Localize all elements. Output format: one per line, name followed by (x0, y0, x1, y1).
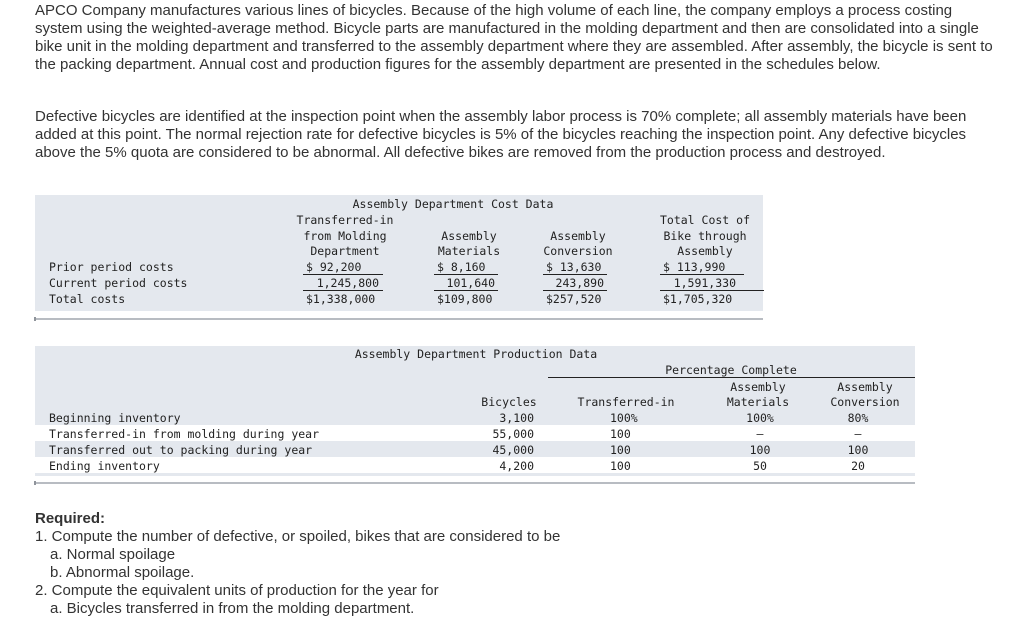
underline (660, 290, 764, 291)
header-assembly-conversion-line-2: Conversion (830, 395, 900, 409)
table-bottom-shadow (35, 482, 915, 484)
header-materials-line-2: Materials (437, 244, 501, 258)
header-assembly-materials-line-1: Assembly (730, 380, 786, 394)
row-label: Transferred out to packing during year (49, 443, 313, 457)
cell-transferred-in: 100 (610, 427, 631, 441)
cell-assembly-materials: 50 (753, 459, 767, 473)
cell-transferred-in: 100 (610, 443, 631, 457)
underline (434, 290, 498, 291)
row-label: Transferred-in from molding during year (49, 427, 320, 441)
question-1b: b. Abnormal spoilage. (50, 564, 195, 581)
question-1a: a. Normal spoilage (50, 546, 176, 563)
cell-materials: $109,800 (437, 292, 493, 306)
intro-paragraph-2: Defective bicycles are identified at the inspection point when the assembly labor process is 70% complete; all assembly materials have been added at this point. The normal rejection rate for defective bicycles is 5% of the bicycles reaching the inspection point. Any defective bicycles above the 5% quota are considered to be abnormal. All defective bikes are removed from the production process and destroyed. (35, 108, 967, 161)
percentage-underline (548, 377, 915, 378)
header-assembly-conversion-line-1: Assembly (837, 380, 893, 394)
row-label: Prior period costs (49, 260, 174, 274)
question-2a: a. Bicycles transferred in from the molding department. (50, 600, 415, 617)
cell-bicycles: 45,000 (492, 443, 534, 457)
cell-assembly-conversion: 20 (851, 459, 865, 473)
underline (303, 290, 383, 291)
table-corner-mark (34, 481, 36, 485)
cell-total: $1,705,320 (663, 292, 733, 306)
row-label: Total costs (49, 292, 126, 306)
cell-assembly-conversion: — (854, 427, 862, 441)
header-conversion-line-2: Conversion (543, 244, 613, 258)
cell-total: $ 113,990 (663, 260, 726, 274)
header-bicycles: Bicycles (481, 395, 537, 409)
header-conversion-line-1: Assembly (550, 229, 606, 243)
header-total-line-2: Bike through (663, 229, 747, 243)
production-table-title: Assembly Department Production Data (354, 347, 598, 361)
underline (660, 274, 744, 275)
row-label: Current period costs (49, 276, 188, 290)
cell-bicycles: 55,000 (492, 427, 534, 441)
cell-assembly-conversion: 100 (847, 443, 869, 457)
row-label: Beginning inventory (49, 411, 181, 425)
header-transferred-line-2: from Molding (303, 229, 387, 243)
underline (543, 274, 607, 275)
cell-bicycles: 3,100 (499, 411, 534, 425)
cost-table-title: Assembly Department Cost Data (352, 197, 554, 211)
cell-transferred: 1,245,800 (316, 276, 379, 290)
header-transferred-in: Transferred-in (577, 395, 675, 409)
cell-conversion: 243,890 (555, 276, 604, 290)
cell-transferred-in: 100 (610, 459, 631, 473)
cell-assembly-conversion: 80% (847, 411, 869, 425)
header-transferred-line-1: Transferred-in (296, 213, 394, 227)
cell-bicycles: 4,200 (499, 459, 534, 473)
intro-paragraph-1: APCO Company manufactures various lines of bicycles. Because of the high volume of each line, the company employs a process costing system using the weighted-average method. Bicycle parts are manufactured in the molding department and then are consolidated into a single bike unit in the molding department and transferred to the assembly department where they are assembled. After assembly, the bicycle is sent to the packing department. Annual cost and production figures for the assembly department are presented in the schedules below. (35, 2, 993, 73)
cell-conversion: $ 13,630 (546, 260, 602, 274)
cell-assembly-materials: 100% (746, 411, 774, 425)
underline (434, 274, 498, 275)
cell-materials: 101,640 (446, 276, 495, 290)
row-label: Ending inventory (49, 459, 160, 473)
underline (303, 274, 383, 275)
header-total-line-3: Assembly (677, 244, 733, 258)
underline (543, 290, 607, 291)
cell-materials: $ 8,160 (437, 260, 486, 274)
required-heading: Required: (35, 510, 106, 527)
cell-assembly-materials: 100 (749, 443, 771, 457)
cell-total: 1,591,330 (673, 276, 736, 290)
cell-conversion: $257,520 (546, 292, 602, 306)
percentage-complete-title: Percentage Complete (665, 363, 797, 377)
cell-assembly-materials: — (756, 427, 764, 441)
question-2: 2. Compute the equivalent units of production for the year for (35, 582, 439, 599)
cell-transferred-in: 100% (610, 411, 638, 425)
header-materials-line-1: Assembly (441, 229, 497, 243)
cell-transferred: $ 92,200 (306, 260, 362, 274)
header-assembly-materials-line-2: Materials (726, 395, 790, 409)
cell-transferred: $1,338,000 (306, 292, 376, 306)
table-bottom-shadow (35, 318, 763, 320)
header-transferred-line-3: Department (310, 244, 380, 258)
question-1: 1. Compute the number of defective, or spoiled, bikes that are considered to be (35, 528, 561, 545)
table-corner-mark (34, 317, 36, 321)
header-total-line-1: Total Cost of (659, 213, 750, 227)
